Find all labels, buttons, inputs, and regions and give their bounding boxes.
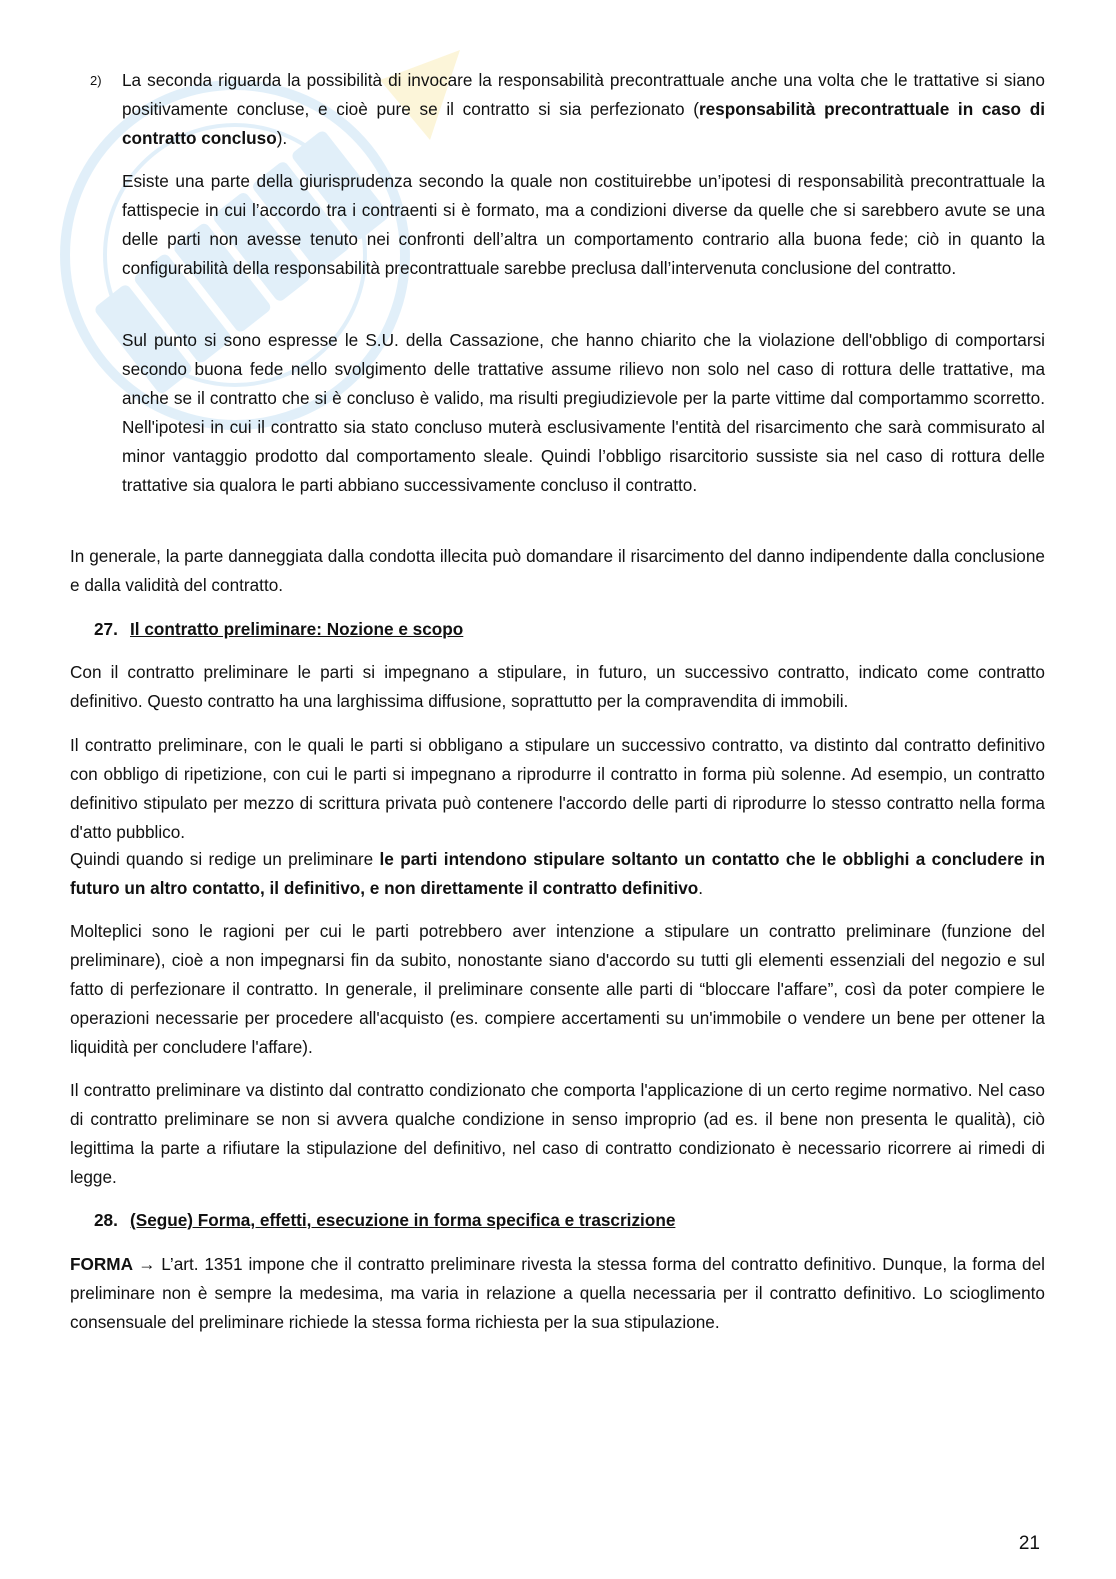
paragraph-sezioni-unite: Sul punto si sono espresse le S.U. della Cassazione, che hanno chiarito che la violazione dell'obbligo di comportarsi secondo buona fede nello svolgimento delle trattative assume rilievo non solo nel caso di rottura delle trattative, ma anche se il contratto che si è concluso è valido, ma risulti pregiudizievole per la parte vittime dal comportammo scorretto. Nell'ipotesi in cui il contratto sia stato concluso muterà esclusivamente l'entità del risarcimento che sarà commisurato al minor vantaggio prodotto dal comportamento sleale. Quindi l’obbligo risarcitorio sussiste sia nel caso di rottura delle trattative sia qualora le parti abbiano successivamente concluso il contratto. xyxy=(122,330,1045,495)
paragraph-27-2: Il contratto preliminare, con le quali le parti si obbligano a stipulare un successivo contratto, va distinto dal contratto definitivo con obbligo di ripetizione, con cui le parti si impegnano a riprodurre il contratto in forma più solenne. Ad esempio, un contratto definitivo stipulato per mezzo di scrittura privata può contenere l'accordo delle parti di riprodurre lo stesso contratto nella forma d'atto pubblico. xyxy=(70,735,1045,842)
p27-3-bold: le parti intendono stipulare soltanto un contatto che le obblighi a concludere in futuro un altro contatto, il definitivo, e non direttamente il contratto definitivo xyxy=(70,849,1045,898)
section-number: 28. xyxy=(94,1210,118,1230)
section-title: (Segue) Forma, effetti, esecuzione in forma specifica e trascrizione xyxy=(130,1210,676,1230)
list-item-2 xyxy=(122,66,1045,153)
item2-text-a: La seconda riguarda la possibilità di invocare la responsabilità precontrattuale anche una volta che le trattative si siano positivamente concluse, e cioè pure se il contratto si sia perfezionato ( xyxy=(122,70,1045,119)
paragraph-28-1 xyxy=(70,1250,1045,1337)
section-28-heading xyxy=(94,1206,675,1235)
paragraph-27-5: Il contratto preliminare va distinto dal contratto condizionato che comporta l'applicazione di un certo regime normativo. Nel caso di contratto preliminare se non si avvera qualche condizione in senso improprio (ad es. il bene non presenta le qualità), ciò legittima la parte a rifiutare la stipulazione del definitivo, nel caso di contratto condizionato è necessario ricorrere ai rimedi di legge. xyxy=(70,1080,1045,1187)
item2-text-b: ). xyxy=(276,128,288,148)
p27-3-text-a: Quindi quando si redige un preliminare xyxy=(70,849,380,869)
list-number: 2) xyxy=(90,73,102,88)
paragraph-giurisprudenza: Esiste una parte della giurisprudenza secondo la quale non costituirebbe un’ipotesi di responsabilità precontrattuale la fattispecie in cui l’accordo tra i contraenti si è formato, ma a condizioni diverse da quelle che si sarebbero avute se una delle parti non avesse tenuto nei confronti dell’altra un comportamento contrario alla buona fede; ciò in quanto la configurabilità della responsabilità precontrattuale sarebbe preclusa dall’intervenuta conclusione del contratto. xyxy=(122,171,1045,278)
section-27-heading xyxy=(94,615,463,644)
paragraph-27-1: Con il contratto preliminare le parti si impegnano a stipulare, in futuro, un successivo contratto, indicato come contratto definitivo. Questo contratto ha una larghissima diffusione, soprattutto per la compravendita di immobili. xyxy=(70,662,1045,711)
paragraph-in-generale: In generale, la parte danneggiata dalla condotta illecita può domandare il risarcimento del danno indipendente dalla conclusione e dalla validità del contratto. xyxy=(70,546,1045,595)
paragraph-27-4: Molteplici sono le ragioni per cui le parti potrebbero aver intenzione a stipulare un contratto preliminare (funzione del preliminare), cioè a non impegnarsi fin da subito, nonostante siano d'accordo su tutti gli elementi essenziali del negozio e sul fatto di perfezionare il contratto. In generale, il preliminare consente alle parti di “bloccare l'affare”, così da poter compiere le operazioni necessarie per procedere all'acquisto (es. compiere accertamenti su un'immobile o vendere un bene per ottener la liquidità per concludere l'affare). xyxy=(70,921,1045,1057)
forma-text: L’art. 1351 impone che il contratto preliminare rivesta la stessa forma del contratto definitivo. Dunque, la forma del preliminare non è sempre la medesima, ma varia in relazione a quella necessaria per il contratto definitivo. Lo scioglimento consensuale del preliminare richiede la stessa forma richiesta per la sua stipulazione. xyxy=(70,1254,1045,1332)
section-title: Il contratto preliminare: Nozione e scopo xyxy=(130,619,464,639)
p27-3-text-b: . xyxy=(698,878,704,898)
forma-label: FORMA xyxy=(70,1254,133,1274)
page-number: 21 xyxy=(1018,1533,1040,1554)
paragraph-27-3 xyxy=(70,845,1045,903)
arrow-icon: → xyxy=(132,1254,162,1274)
item2-bold: responsabilità precontrattuale in caso di contratto concluso xyxy=(122,99,1045,148)
section-number: 27. xyxy=(94,619,118,639)
